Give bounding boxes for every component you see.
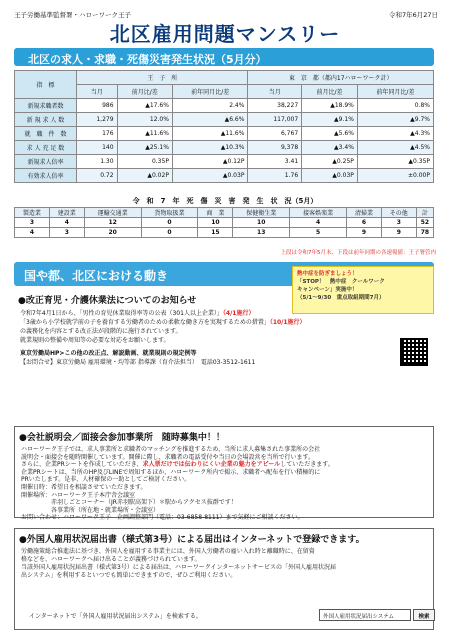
labor-bureau-link[interactable]: 東京労働局HP>この他の改正点、解説動画、就業規則の規定例等: [20, 350, 197, 357]
table-cell: ▲0.03P: [302, 169, 358, 183]
col-header: 製造業: [15, 208, 50, 218]
employment-stats-table: [14, 70, 434, 183]
issue-date: 令和7年6月27日: [388, 11, 438, 19]
row-label: 新 規 求 人 数: [15, 113, 77, 127]
table-cell: 2.4%: [172, 99, 248, 113]
search-input[interactable]: 外国人雇用状況届出システム: [319, 609, 411, 621]
row-label: 新規求職者数: [15, 99, 77, 113]
table-cell: 38,227: [248, 99, 302, 113]
table-cell: 4: [49, 218, 84, 228]
search-row: [29, 611, 430, 620]
section-header-stats: 北区の求人・求職・死傷災害発生状況（5月分）: [14, 48, 434, 66]
table-cell: 0: [141, 228, 198, 238]
table-cell: 4: [290, 218, 347, 228]
table-cell: ▲11.6%: [172, 127, 248, 141]
notice-highlight: 求人票だけでは伝わりにくい企業の魅力をアピール: [142, 461, 281, 469]
table-cell: 3: [49, 228, 84, 238]
notice-text: 労働施策総合推進法に基づき、外国人を雇用する事業主には、外国人労働者の雇い入れ時と離職時に、在留資: [21, 548, 315, 555]
table-cell: ▲18.9%: [302, 99, 358, 113]
notice-text: 当該外国人雇用状況届出書（様式第3号）による届出は、ハローワークインターネットサービスの「外国人雇用状況届: [21, 564, 336, 571]
table-cell: 9: [347, 228, 382, 238]
table-row: [15, 155, 434, 169]
notice-text: お問い合わせ：ハローワーク王子 企画調整部門（電話：03-6858-8111）まで気軽にご相談ください。: [21, 514, 304, 522]
table-cell: 4: [15, 228, 50, 238]
table-cell: ▲0.02P: [117, 169, 172, 183]
table-cell: ▲9.1%: [302, 113, 358, 127]
table-row: [15, 127, 434, 141]
notice-text: 出システム」を利用するといつでも簡単にできますので、ぜひご利用ください。: [21, 572, 237, 579]
search-button[interactable]: 検索: [413, 609, 435, 621]
table-cell: ▲0.35P: [357, 155, 433, 169]
page-title: 北区雇用問題マンスリー: [109, 22, 341, 46]
table-cell: 176: [77, 127, 118, 141]
table-row: [15, 141, 434, 155]
indicator-header: 指 標: [15, 71, 77, 99]
table-cell: ▲17.6%: [117, 99, 172, 113]
table-row: [15, 228, 434, 238]
table-cell: 10: [198, 218, 233, 228]
disaster-note: 上段は令和7年5月末、下段は前年同期の各速報値：王子署管内: [280, 250, 436, 256]
table-cell: ▲0.12P: [172, 155, 248, 169]
notice-text: 赤羽しごとコーナー（JR赤羽駅高架下）＊駅からアクセス抜群です！: [51, 499, 237, 507]
table-cell: ▲25.1%: [117, 141, 172, 155]
row-label: 新規求人倍率: [15, 155, 77, 169]
qr-code-icon: [400, 338, 428, 366]
notice-text: PRいたします。是非、人材確保の一助としてご検討ください。: [21, 476, 191, 484]
disaster-title: 令 和 7 年 死 傷 災 害 発 生 状 況（5月）: [132, 197, 318, 205]
table-cell: 140: [77, 141, 118, 155]
table-cell: 10: [233, 218, 290, 228]
table-cell: 9,378: [248, 141, 302, 155]
table-cell: 1,279: [77, 113, 118, 127]
notice-text: さらに、企業PRシートを作成していただき、: [21, 461, 143, 469]
table-cell: 13: [233, 228, 290, 238]
search-prompt: インターネットで「外国人雇用状況届出システム」を検索する。: [29, 613, 202, 620]
table-cell: 1.30: [77, 155, 118, 169]
table-row: [15, 218, 434, 228]
table-cell: 0.8%: [357, 99, 433, 113]
table-cell: ▲11.6%: [117, 127, 172, 141]
callout-line: （5/1～9/30 重点取組期間7月）: [297, 295, 385, 301]
table-cell: ▲0.03P: [172, 169, 248, 183]
notice-text: していただきます。: [280, 461, 334, 469]
table-cell: 986: [77, 99, 118, 113]
notice-text: 就業規則の整備や周知等の必要な対応をお願いします。: [20, 337, 170, 344]
notice-text: 説明会・面接会を随時開催しています。開催に際し、求職者の電話受付や当日の会場設営を当所で行います。: [21, 453, 315, 461]
notice-title: ●外国人雇用状況届出書（様式第3号）による届出はインターネットで登録できます。: [19, 535, 365, 545]
col-header: 貨物取扱業: [141, 208, 198, 218]
col-header: 保健衛生業: [233, 208, 290, 218]
table-cell: 9: [381, 228, 416, 238]
notice-body: [15, 446, 433, 522]
table-row: [15, 169, 434, 183]
table-cell: 12: [84, 218, 141, 228]
col-header: 当月: [248, 85, 302, 99]
notice-title: ●改正育児・介護休業法についてのお知らせ: [18, 296, 197, 306]
col-header: 前年同月比/差: [357, 85, 433, 99]
col-header: 前月比/差: [117, 85, 172, 99]
notice-body: [15, 548, 433, 580]
table-row: [15, 99, 434, 113]
table-cell: 0.35P: [117, 155, 172, 169]
table-cell: 6: [347, 218, 382, 228]
notice-foreign-worker: [14, 528, 434, 630]
callout-line: 「STOP！ 熱中症 クールワーク: [297, 279, 385, 285]
table-cell: 15: [198, 228, 233, 238]
table-cell: 3.41: [248, 155, 302, 169]
disaster-table: [14, 207, 434, 238]
table-cell: 12.0%: [117, 113, 172, 127]
table-cell: 0.72: [77, 169, 118, 183]
notice-body: [14, 309, 434, 367]
table-cell: 5: [290, 228, 347, 238]
table-cell: 20: [84, 228, 141, 238]
col-header: 清掃業: [347, 208, 382, 218]
notice-text: ハローワーク王子では、求人事業所と求職者のマッチングを推進するため、当所に求人募集された事業所の会社: [21, 446, 321, 453]
row-label: 有効求人倍率: [15, 169, 77, 183]
notice-text: 企業PRシートは、当所のHP及びLINEで周知するほか、ハローワーク所内で掲示、求職者へ配布を行い積極的に: [21, 468, 321, 476]
table-cell: 1.76: [248, 169, 302, 183]
table-cell: 52: [416, 218, 433, 228]
table-cell: ±0.00P: [357, 169, 433, 183]
table-row: [15, 113, 434, 127]
col-header: 前月比/差: [302, 85, 358, 99]
notice-text: 各事業所（所在地・就業場所・会議室）: [51, 506, 160, 514]
notice-highlight: （4/1施行）: [222, 310, 255, 317]
col-header: 運輸交通業: [84, 208, 141, 218]
col-header: その他: [381, 208, 416, 218]
notice-contact: 【お問合せ】東京労働局 雇用環境・均等部 指導課（育介法担当） 電話03-3512-1611: [20, 359, 256, 366]
table-cell: ▲4.5%: [357, 141, 433, 155]
oji-office-header: 王 子 所: [77, 71, 248, 85]
col-header: 前年同月比/差: [172, 85, 248, 99]
section-header-news: 国や都、北区における動き: [14, 262, 434, 286]
table-cell: ▲0.25P: [302, 155, 358, 169]
notice-job-fair: [14, 426, 434, 522]
table-cell: 3: [381, 218, 416, 228]
notice-text: 格などを、ハローワークへ届け出ることが義務づけられています。: [21, 556, 201, 563]
callout-line: キャンペーン」実施中！: [297, 287, 358, 293]
row-label: 就 職 件 数: [15, 127, 77, 141]
notice-text: 開催日時：希望日を相談させていただきます。: [21, 483, 147, 491]
table-cell: ▲5.6%: [302, 127, 358, 141]
row-label: 求 人 充 足 数: [15, 141, 77, 155]
notice-text: の義務化を内容とする改正法が段階的に施行されています。: [20, 328, 182, 335]
table-cell: 117,007: [248, 113, 302, 127]
col-header: 建設業: [49, 208, 84, 218]
table-cell: ▲6.6%: [172, 113, 248, 127]
table-cell: ▲3.4%: [302, 141, 358, 155]
table-cell: 78: [416, 228, 433, 238]
col-header: 計: [416, 208, 433, 218]
table-cell: ▲9.7%: [357, 113, 433, 127]
table-cell: 6,767: [248, 127, 302, 141]
notice-highlight: （10/1施行）: [269, 319, 306, 326]
table-cell: ▲4.3%: [357, 127, 433, 141]
callout-line: 熱中症を防ぎましょう！: [297, 271, 358, 277]
table-cell: ▲10.3%: [172, 141, 248, 155]
notice-text: 令和7年4月1日から、「男性の育児休業取得率等の公表（301人以上企業）」: [20, 310, 223, 317]
org-name: 王子労働基準監督署・ハローワーク王子: [14, 11, 131, 19]
tokyo-header: 東 京 都（都内17ハローワーク計）: [248, 71, 434, 85]
col-header: 商 業: [198, 208, 233, 218]
col-header: 当月: [77, 85, 118, 99]
table-cell: 3: [15, 218, 50, 228]
notice-title: ●会社説明会／面接会参加事業所 随時募集中！！: [19, 433, 225, 443]
notice-text: 「3歳から小学校就学前の子を養育する労働者のための柔軟な働き方を実現するための措置」: [20, 319, 270, 326]
col-header: 接客娯楽業: [290, 208, 347, 218]
notice-text: 開催場所：ハローワーク王子本庁舎会議室: [21, 491, 136, 499]
table-cell: 0: [141, 218, 198, 228]
